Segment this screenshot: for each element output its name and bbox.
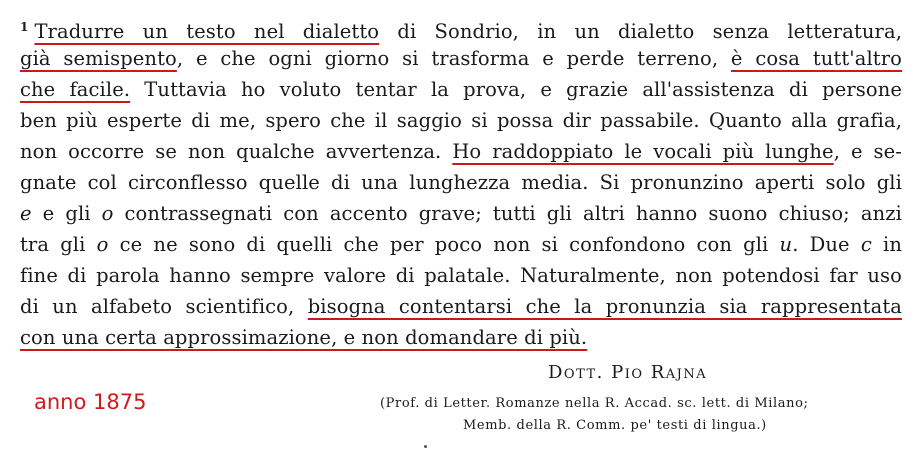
footnote-line [20,260,902,291]
footnote-line [20,167,902,198]
text-segment: fine di parola hanno sempre valore di palatale. Naturalmente, non potendosi far uso [20,264,902,287]
italic-letter: o [96,233,109,256]
footnote-line [20,105,902,136]
footnote-line [20,74,902,105]
year-annotation: anno 1875 [34,390,147,414]
underlined-phrase: con una certa approssimazione, e non domandare di più. [20,326,588,349]
text-segment: tra gli [20,233,97,256]
text-segment: non occorre se non qualche avvertenza. [20,140,453,163]
italic-letter: c [860,233,872,256]
author-affiliation-line-2: Memb. della R. Comm. pe' testi di lingua.) [463,418,767,433]
italic-letter: o [101,202,114,225]
italic-letter: e [20,202,32,225]
text-segment: gnate col circonflesso quelle di una lunghezza media. Si pronunzino aperti solo gli [20,171,902,194]
footnote-line [20,229,902,260]
text-segment: contrassegnati con accento grave; tutti gli altri hanno suono chiuso; anzi [113,202,902,225]
footnote-line [20,198,902,229]
underlined-phrase: già semispento [20,47,177,70]
footnote-line [20,136,902,167]
text-segment: Tuttavia ho voluto tentar la prova, e grazie all'assistenza di persone [130,78,903,101]
italic-letter: u [779,233,793,256]
text-segment: ce ne sono di quelli che per poco non si confondono con gli [108,233,780,256]
footnote-line [20,43,902,74]
footnote-marker: 1 [20,20,29,34]
print-speck [424,445,427,448]
underlined-phrase: Tradurre un testo nel dialetto [34,20,380,43]
text-segment: , e se- [833,140,902,163]
text-segment: , e che ogni giorno si trasforma e perde terreno, [176,47,731,70]
text-segment: di un alfabeto scientifico, [20,295,308,318]
author-affiliation-line-1: (Prof. di Letter. Romanze nella R. Accad. sc. lett. di Milano; [380,396,809,411]
footnote-line [20,12,902,43]
text-segment: ben più esperte di me, spero che il saggio si possa dir passabile. Quanto alla grafia, [20,109,902,132]
text-segment: e gli [31,202,102,225]
underlined-phrase: Ho raddoppiato le vocali più lunghe [452,140,834,163]
footnote-line [20,291,902,322]
text-segment: . Due [792,233,861,256]
underlined-phrase: è cosa tutt'altro [730,47,903,70]
underlined-phrase: che facile. [20,78,131,101]
text-segment: di Sondrio, in un dialetto senza letteratura, [379,20,902,43]
underlined-phrase: bisogna contentarsi che la pronunzia sia rappresentata [307,295,902,318]
author-signature: Dott. Pio Rajna [548,362,708,383]
text-segment: in [871,233,903,256]
footnote-line [20,322,902,353]
